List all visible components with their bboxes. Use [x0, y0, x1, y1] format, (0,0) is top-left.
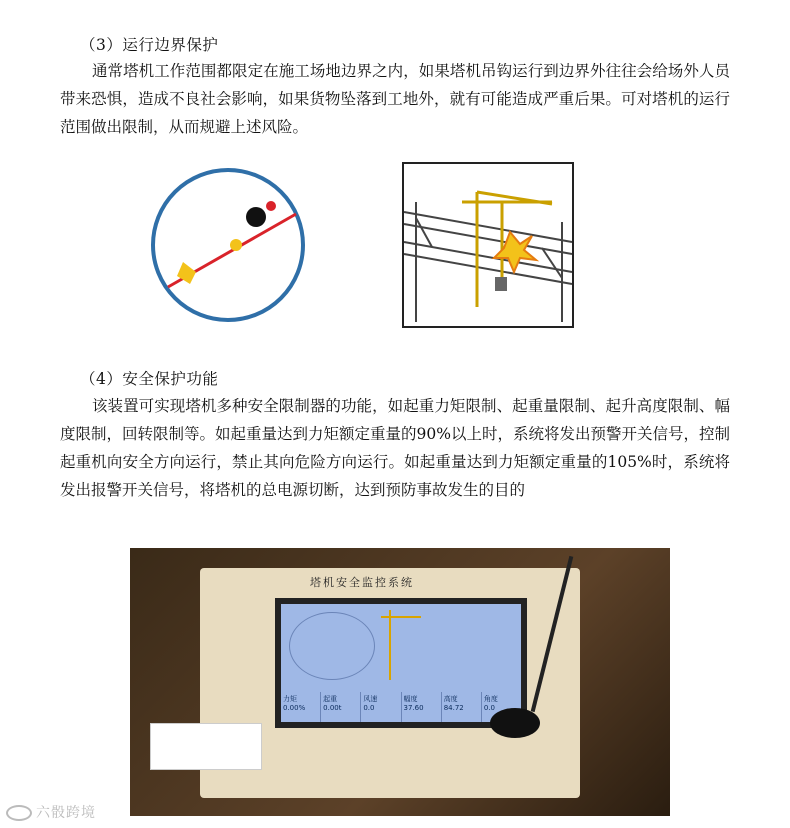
readout-value: 0.00t [323, 704, 342, 712]
readout-label: 力矩 [283, 695, 297, 703]
boundary-diagram [148, 162, 308, 328]
section3-heading: （3）运行边界保护 [80, 36, 219, 54]
readout-label: 幅度 [403, 695, 418, 703]
section4-text: 该装置可实现塔机多种安全限制器的功能，如起重力矩限制、起重量限制、起升高度限制、幅度限制，回转限制等。如起重量达到力矩额定重量的90%以上时，系统将发出预警开关信号，控制起重机向安全方向运行，禁止其向危险方向运行。如起重量达到力矩额定重量的105%时，系统将发出报警开关信号，将塔机的总电源切断，达到预防事故发生的目的 [60, 397, 730, 499]
readout-value: 0.0 [363, 704, 375, 712]
section4-heading: （4）安全保护功能 [80, 370, 219, 388]
device-label-sticker [150, 723, 262, 770]
watermark-logo-icon [6, 805, 32, 821]
readout-label: 角度 [483, 695, 498, 703]
section3-text: 通常塔机工作范围都限定在施工场地边界之内，如果塔机吊钩运行到边界外往往会给场外人员带来恐惧，造成不良社会影响，如果货物坠落到工地外，就有可能造成严重后果。可对塔机的运行范围做出限制，从而规避上述风险。 [60, 62, 730, 136]
device-title: 塔机安全监控系统 [310, 576, 414, 589]
antenna-base [490, 708, 540, 738]
readout-value: 0.0 [483, 704, 495, 712]
readout-value: 37.60 [403, 704, 424, 712]
section4-body [60, 392, 730, 504]
readout-label: 高度 [443, 695, 458, 703]
readout-value: 84.72 [443, 704, 464, 712]
readout-value: 0.00% [283, 704, 306, 712]
readout-label: 起重 [323, 695, 338, 703]
section3-body [60, 57, 730, 141]
crane-illustration [402, 162, 574, 328]
readout-label: 风速 [363, 695, 378, 703]
impact-spark [266, 201, 276, 211]
device-screen [275, 598, 527, 728]
hook-point [230, 239, 242, 251]
watermark: 六骰跨境 [6, 802, 96, 822]
crane-hook-load [495, 277, 507, 291]
falling-load [246, 207, 266, 227]
device-photo [130, 548, 670, 816]
boundary-circle [153, 170, 303, 320]
illustration-frame [403, 163, 573, 327]
